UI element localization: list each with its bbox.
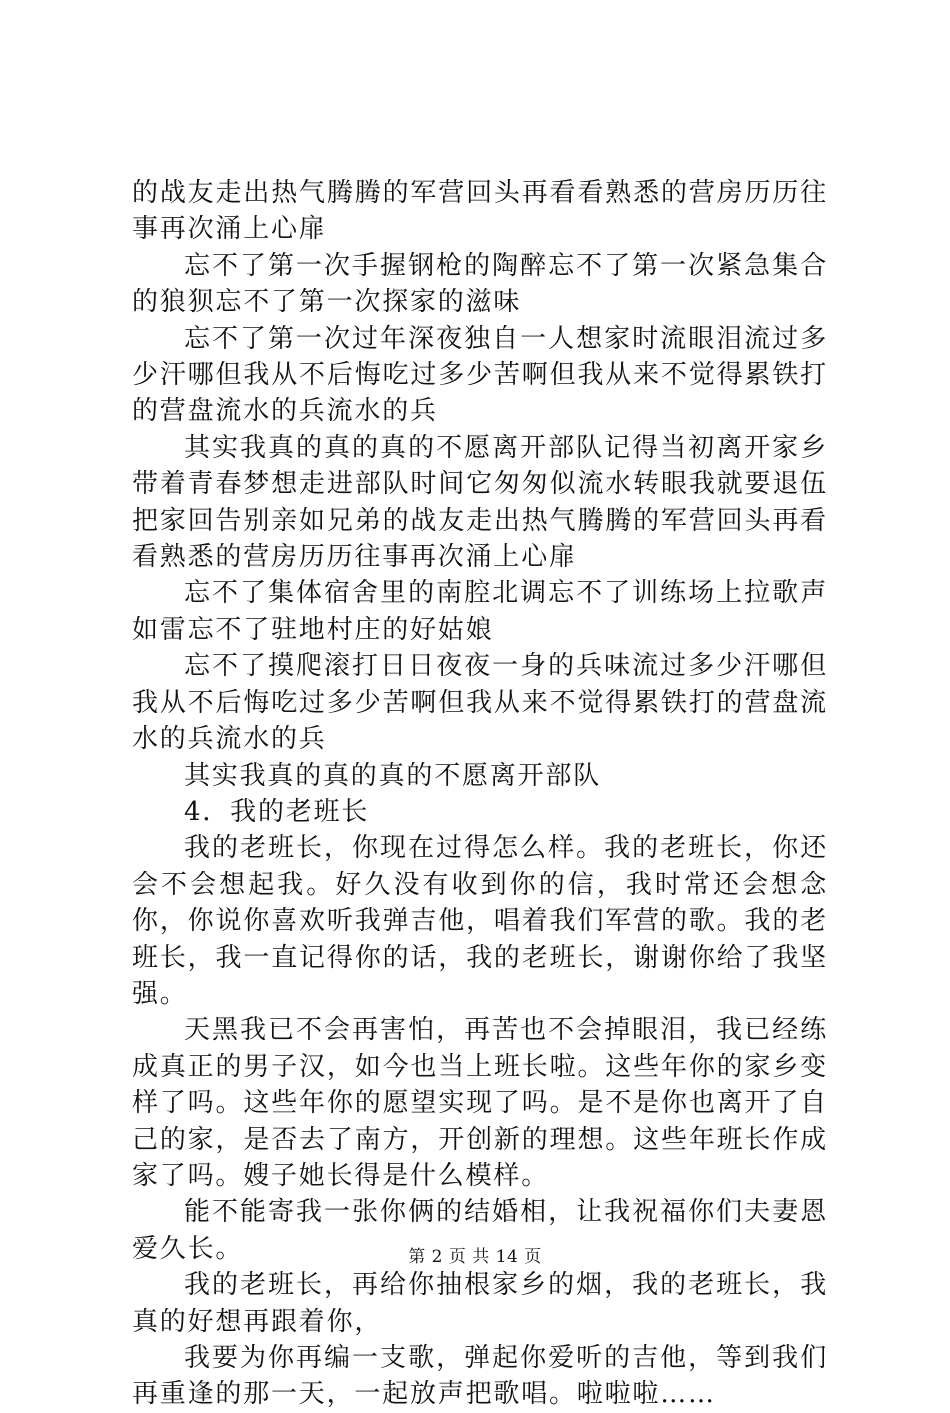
paragraph: 的战友走出热气腾腾的军营回头再看看熟悉的营房历历往事再次涌上心扉: [132, 178, 828, 245]
paragraph: 我要为你再编一支歌，弹起你爱听的吉他，等到我们再重逢的那一天，一起放声把歌唱。啦啦啦……: [132, 1343, 828, 1410]
paragraph: 忘不了集体宿舍里的南腔北调忘不了训练场上拉歌声如雷忘不了驻地村庄的好姑娘: [132, 578, 828, 645]
paragraph: 我的老班长，你现在过得怎么样。我的老班长，你还会不会想起我。好久没有收到你的信，我时常还会想念你，你说你喜欢听我弹吉他，唱着我们军营的歌。我的老班长，我一直记得你的话，我的老班长，谢谢你给了我坚强。: [132, 833, 828, 1009]
page-number-footer: 第 2 页 共 14 页: [408, 1247, 542, 1267]
body-text: [132, 175, 828, 1413]
paragraph: 忘不了第一次手握钢枪的陶醉忘不了第一次紧急集合的狼狈忘不了第一次探家的滋味: [132, 250, 828, 318]
paragraph: 忘不了第一次过年深夜独自一人想家时流眼泪流过多少汗哪但我从不后悔吃过多少苦啊但我从来不觉得累铁打的营盘流水的兵流水的兵: [132, 323, 828, 427]
paragraph: 天黑我已不会再害怕，再苦也不会掉眼泪，我已经练成真正的男子汉，如今也当上班长啦。这些年你的家乡变样了吗。这些年你的愿望实现了吗。是不是你也离开了自己的家，是否去了南方，开创新的理想。这些年班长作成家了吗。嫂子她长得是什么模样。: [132, 1015, 828, 1191]
section-heading: 4．我的老班长: [184, 796, 370, 827]
paragraph: 其实我真的真的真的不愿离开部队记得当初离开家乡带着青春梦想走进部队时间它匆匆似流水转眼我就要退伍把家回告别亲如兄弟的战友走出热气腾腾的军营回头再看看熟悉的营房历历往事再次涌上心扉: [132, 432, 828, 573]
paragraph: 其实我真的真的真的不愿离开部队: [184, 760, 602, 791]
paragraph: 我的老班长，再给你抽根家乡的烟，我的老班长，我真的好想再跟着你，: [132, 1270, 828, 1337]
paragraph: 忘不了摸爬滚打日日夜夜一身的兵味流过多少汗哪但我从不后悔吃过多少苦啊但我从来不觉得累铁打的营盘流水的兵流水的兵: [132, 651, 828, 755]
paragraph: 能不能寄我一张你俩的结婚相，让我祝福你们夫妻恩爱久长。: [132, 1197, 828, 1264]
